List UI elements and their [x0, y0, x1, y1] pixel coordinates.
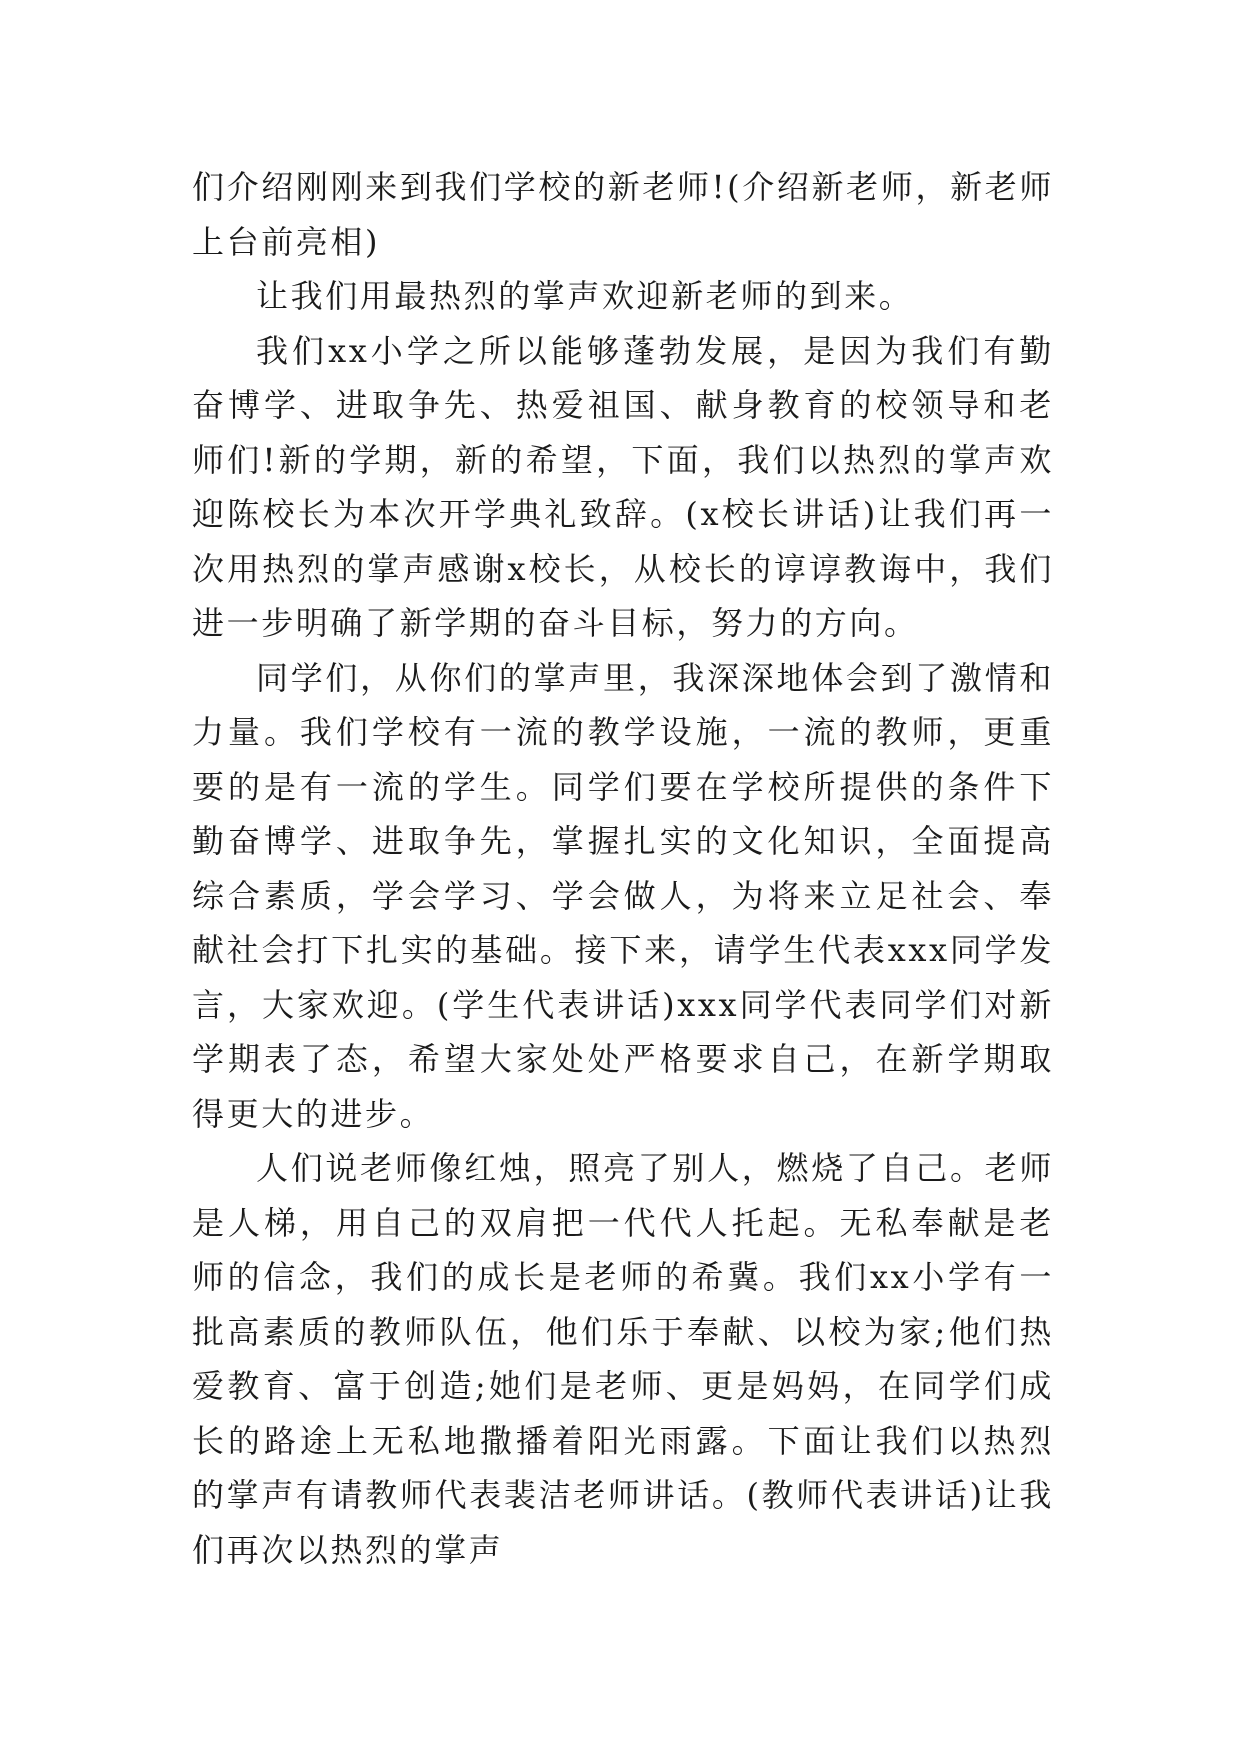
document-body: [192, 160, 1054, 1577]
paragraph-4: 同学们，从你们的掌声里，我深深地体会到了激情和力量。我们学校有一流的教学设施，一流的教师，更重要的是有一流的学生。同学们要在学校所提供的条件下勤奋博学、进取争先，掌握扎实的文化知识，全面提高综合素质，学会学习、学会做人，为将来立足社会、奉献社会打下扎实的基础。接下来，请学生代表xxx同学发言，大家欢迎。(学生代表讲话)xxx同学代表同学们对新学期表了态，希望大家处处严格要求自己，在新学期取得更大的进步。: [192, 658, 1054, 1133]
paragraph-5: 人们说老师像红烛，照亮了别人，燃烧了自己。老师是人梯，用自己的双肩把一代代人托起。无私奉献是老师的信念，我们的成长是老师的希冀。我们xx小学有一批高素质的教师队伍，他们乐于奉献、以校为家;他们热爱教育、富于创造;她们是老师、更是妈妈，在同学们成长的路途上无私地撒播着阳光雨露。下面让我们以热烈的掌声有请教师代表裴洁老师讲话。(教师代表讲话)让我们再次以热烈的掌声: [192, 1149, 1054, 1569]
paragraph-3: 我们xx小学之所以能够蓬勃发展，是因为我们有勤奋博学、进取争先、热爱祖国、献身教育的校领导和老师们!新的学期，新的希望，下面，我们以热烈的掌声欢迎陈校长为本次开学典礼致辞。(x校长讲话)让我们再一次用热烈的掌声感谢x校长，从校长的谆谆教诲中，我们进一步明确了新学期的奋斗目标，努力的方向。: [192, 331, 1054, 642]
paragraph-1: 们介绍刚刚来到我们学校的新老师!(介绍新老师，新老师上台前亮相): [192, 168, 1054, 261]
paragraph-2: 让我们用最热烈的掌声欢迎新老师的到来。: [256, 277, 914, 315]
